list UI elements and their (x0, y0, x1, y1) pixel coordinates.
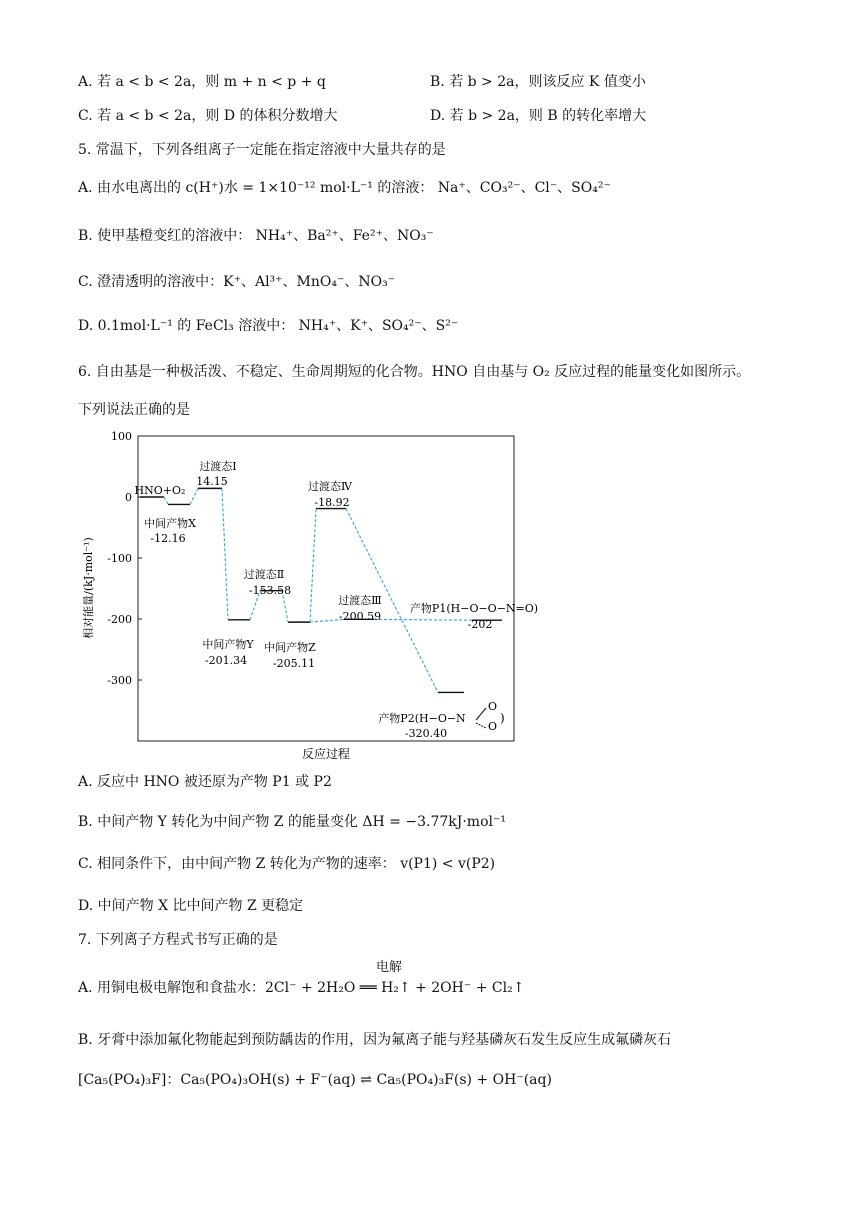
line-q7: 7. 下列离子方程式书写正确的是 (78, 932, 278, 948)
line-q6c: C. 相同条件下，由中间产物 Z 转化为产物的速率： v(P1) < v(P2) (78, 856, 496, 872)
state-name-7: 过渡态Ⅳ (308, 480, 352, 493)
line-q4d: D. 若 b > 2a，则 B 的转化率增大 (430, 108, 647, 124)
y-tick-label-3: -200 (107, 613, 132, 626)
p2-bond-top (476, 708, 486, 720)
line-q7a: A. 用铜电极电解饱和食盐水：2Cl⁻ + 2H₂O ══ H₂↑ + 2OH⁻ + Cl₂↑ (78, 980, 525, 996)
state-value-9: -320.40 (404, 727, 448, 740)
line-q4a: A. 若 a < b < 2a，则 m + n < p + q (78, 74, 326, 90)
line-q4c: C. 若 a < b < 2a，则 D 的体积分数增大 (78, 108, 338, 124)
y-tick-label-1: 0 (125, 491, 132, 504)
line-q7b2: [Ca₅(PO₄)₃F]：Ca₅(PO₄)₃OH(s) + F⁻(aq) ⇌ Ca₅(PO₄)₃F(s) + OH⁻(aq) (78, 1072, 552, 1088)
line-q5a: A. 由水电离出的 c(H⁺)水 = 1×10⁻¹² mol·L⁻¹ 的溶液： Na⁺、CO₃²⁻、Cl⁻、SO₄²⁻ (78, 180, 611, 196)
line-q5b: B. 使甲基橙变红的溶液中： NH₄⁺、Ba²⁺、Fe²⁺、NO₃⁻ (78, 228, 434, 244)
connector-2 (222, 488, 228, 619)
state-name-5: 中间产物Z (264, 641, 316, 654)
y-axis-label: 相对能量/(kJ·mol⁻¹) (82, 537, 95, 639)
state-value-3: -201.34 (204, 654, 248, 667)
state-name-2: 过渡态Ⅰ (199, 460, 237, 473)
p2-o-top: O (488, 700, 498, 713)
state-name-0: HNO+O₂ (134, 484, 186, 497)
line-q5c: C. 澄清透明的溶液中：K⁺、Al³⁺、MnO₄⁻、NO₃⁻ (78, 274, 396, 290)
line-q5: 5. 常温下，下列各组离子一定能在指定溶液中大量共存的是 (78, 142, 446, 158)
connector-0 (164, 497, 168, 504)
energy-diagram (78, 428, 548, 768)
connector-1 (190, 488, 198, 504)
state-value-7: -18.92 (314, 496, 350, 509)
y-tick-label-4: -300 (107, 674, 132, 687)
line-q6d: D. 中间产物 X 比中间产物 Z 更稳定 (78, 898, 304, 914)
line-q7b: B. 牙膏中添加氟化物能起到预防龋齿的作用，因为氟离子能与羟基磷灰石发生反应生成氟磷灰石 (78, 1032, 672, 1048)
line-q6: 6. 自由基是一种极活泼、不稳定、生命周期短的化合物。HNO 自由基与 O₂ 反应过程的能量变化如图所示。 (78, 364, 751, 380)
line-q6b: B. 中间产物 Y 转化为中间产物 Z 的能量变化 ΔH = −3.77kJ·mol⁻¹ (78, 814, 506, 830)
state-name-4: 过渡态Ⅱ (243, 568, 285, 581)
x-axis-label: 反应过程 (301, 747, 351, 761)
connector-7 (374, 619, 472, 620)
p2-bond-bottom (476, 723, 486, 728)
y-tick-label-0: 100 (111, 430, 132, 443)
connector-6 (310, 509, 316, 623)
state-value-2: 14.15 (196, 475, 228, 488)
state-name-3: 中间产物Y (202, 638, 254, 651)
state-name-8: 产物P1(H−O−O−N=O) (409, 602, 539, 615)
y-tick-label-2: -100 (107, 552, 132, 565)
line-q4b: B. 若 b > 2a，则该反应 K 值变小 (430, 74, 646, 90)
line-q6s: 下列说法正确的是 (78, 402, 190, 418)
state-value-6: -200.59 (338, 610, 382, 623)
state-name-1: 中间产物X (144, 517, 196, 530)
state-value-4: -153.58 (248, 584, 292, 597)
p2-o-bottom: O (488, 720, 498, 733)
state-name-9: 产物P2(H−O−N (378, 712, 466, 725)
electrolysis-label: 电解 (376, 960, 403, 975)
state-value-5: -205.11 (272, 657, 316, 670)
state-value-8: -202 (467, 618, 493, 631)
state-value-1: -12.16 (150, 532, 186, 545)
p2-paren: ) (500, 711, 505, 725)
state-name-6: 过渡态Ⅲ (338, 594, 382, 607)
energy-chart-svg (78, 428, 548, 764)
line-q5d: D. 0.1mol·L⁻¹ 的 FeCl₃ 溶液中： NH₄⁺、K⁺、SO₄²⁻、S²⁻ (78, 318, 459, 334)
line-q6a: A. 反应中 HNO 被还原为产物 P1 或 P2 (78, 774, 332, 790)
